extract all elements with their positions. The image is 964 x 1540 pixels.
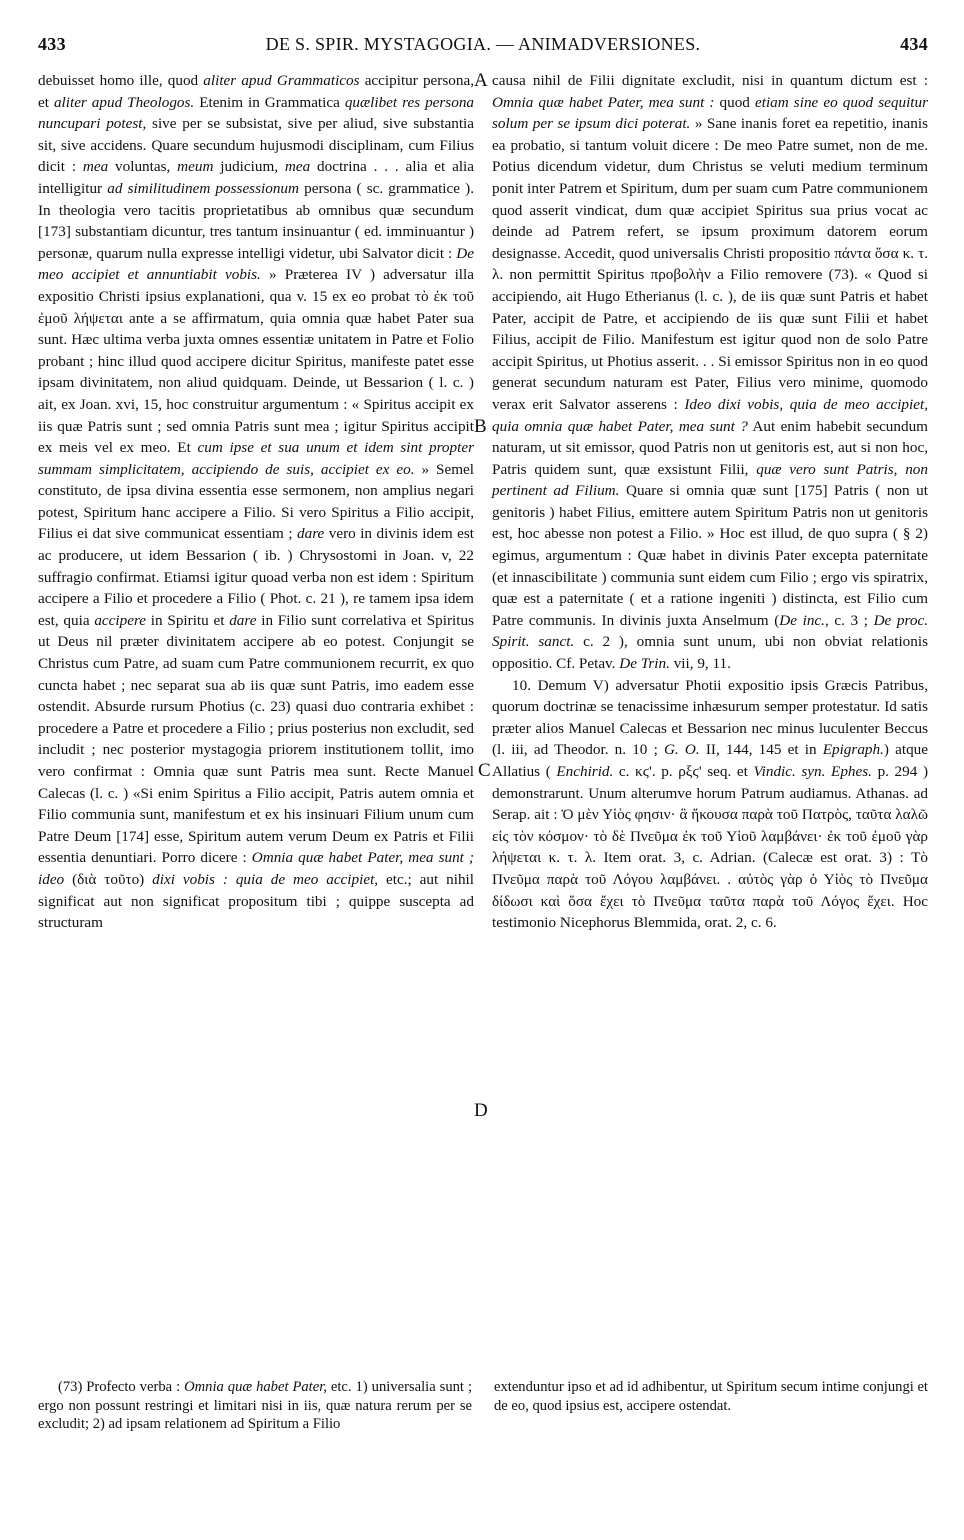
running-title: DE S. SPIR. MYSTAGOGIA. — ANIMADVERSIONES. [265, 34, 701, 54]
page-number-left: 433 [38, 34, 66, 54]
right-column [492, 70, 928, 934]
footnote-left: (73) Profecto verba : Omnia quæ habet Pater, etc. 1) universalia sunt ; ergo non possunt restringi et limitari nisi in iis, quæ natura rerum per se excludit; 2) ad ipsam relationem ad Spiritum a Filio [38, 1379, 472, 1433]
margin-marker-b: B [474, 416, 487, 437]
left-column-text: debuisset homo ille, quod aliter apud Grammaticos accipitur persona, et aliter apud Theologos. Etenim in Grammatica quælibet res persona nuncupari potest, sive per se subsistat, sive per aliud, sive substantia sit, sive accidens. Quare secundum hujusmodi disciplinam, cum Filius dicit : mea voluntas, meum judicium, mea doctrina . . . alia et alia intelligitur ad similitudinem possessionum persona ( sc. grammatice ). In theologia vero tacitis proprietatibus ab omnibus quæ secundum [173] substantiam dicuntur, tres tantum insinuantur ( ed. imminuantur ) personæ, quarum nulla expresse intelligi videtur, ubi Salvator dicit : De meo accipiet et annuntiabit vobis. » Præterea IV ) adversatur illa expositio Christi ipsius explanationi, qua v. 15 ex eo probat τὸ ἐκ τοῦ ἐμοῦ λήψεται ante a se affirmatum, quia omnia quæ habet Pater sua sunt. Hæc ultima verba juxta omnes essentiæ unitatem in Patre et Folio probant ; hinc illud quod accipere dicitur Spiritus, manifeste patet esse ipsam divinitatem, non aliud quidquam. Deinde, ut Bessarion ( l. c. ) ait, ex Joan. xvi, 15, hoc construitur argumentum : « Spiritus accipit ex iis quæ Patris sunt ; sed omnia Patris sunt mea ; igitur Spiritus accipit ex meis vel ex meo. Et cum ipse et sua unum et idem sint propter summam simplicitatem, accipiendo de suis, accipiet ex eo. » Semel constituto, de ipsa divina essentia esse sermonem, non amplius negari potest, Spiritum hanc accipere a Filio. Si vero Spiritus a Filio accipit, Filius ei dat sive communicat essentiam ; dare vero in divinis idem est ac producere, ut idem Bessarion ( ib. ) Chrysostomi in Joan. v, 22 suffragio confirmat. Etiamsi igitur quoad verba non est idem : Spiritum accipere a Filio et procedere a Filio ( Phot. c. 21 ), re tamem ipsa idem est, quia accipere in Spiritu et dare in Filio sunt correlativa et Spiritus ut Deus nil præter divinitatem accipere ab eo potest. Conjungit se Christus cum Patre, ad suam cum Patre communionem recurrit, ex quo cuncta habet ; nec separat sua ab iis quæ sunt Patris, imo eadem esse ostendit. Absurde rursum Photius (c. 23) quasi duo contraria exhibet : procedere a Patre et procedere a Filio ; prius posterius non excludit, sed includit ; nec posterior mystagogia priorem institutionem tollit, imo vero confirmat : Omnia quæ sunt Patris mea sunt. Recte Manuel Calecas (l. c. ) «Si enim Spiritus a Filio accipit, Patris autem omnia et Filio communia sunt, manifestum et ex his insinuari Filium unum cum Patre Deum [174] esse, Spiritum autem verum Deum ex Patris et Filii essentia denuntiari. Porro dicere : Omnia quæ habet Pater, mea sunt ; ideo (διὰ τοῦτο) dixi vobis : quia de meo accipiet, etc.; aut nihil significat aut non significat propositum tibi ; quippe suscepta ad structuram [38, 72, 475, 932]
footnote-right: extenduntur ipso et ad id adhibentur, ut Spiritum secum intime conjungi et de eo, quod ipsius est, accipere ostendat. [494, 1379, 928, 1414]
left-column [38, 70, 474, 934]
page-number-right: 434 [900, 34, 928, 54]
margin-marker-a: A [474, 70, 488, 91]
running-header [38, 34, 928, 60]
margin-marker-d: D [474, 1100, 488, 1121]
right-column-paragraph-2: 10. Demum V) adversatur Photii expositio ipsis Græcis Patribus, quorum doctrinæ se tenacissime inhæsurum semper protestatur. Id satis præter alios Manuel Calecas et Bessarion nec minus luculenter Beccus (l. iii, ad Theodor. n. 10 ; G. O. II, 144, 145 et in Epigraph.) atque Allatius ( Enchirid. c. κϛ'. p. ρξϛ' seq. et Vindic. syn. Ephes. p. 294 ) demonstrarunt. Unum alterumve horum Patrum audiamus. Athanas. ad Serap. ait : Ὁ μὲν Υἱὸς φησιν· ἃ ἤκουσα παρὰ τοῦ Πατρὸς, ταῦτα λαλῶ εἰς τὸν κόσμον· τὸ δὲ Πνεῦμα ἐκ τοῦ Υἱοῦ λαμβάνει· ἐκ τοῦ ἐμοῦ γὰρ λήψεται κ. τ. λ. Item orat. 3, c. Adrian. (Calecæ est orat. 3) : Τὸ Πνεῦμα παρὰ τοῦ Λόγου λαμβάνει. . αὐτὸς γὰρ ὁ Υἱὸς τὸ Πνεῦμα δίδωσι καὶ ὅσα ἔχει τὸ Πνεῦμα ταῦτα παρὰ τοῦ Λόγος ἔχει. Hoc testimonio Nicephorus Blemmida, orat. 2, c. 6. [492, 676, 929, 932]
margin-marker-c: C [478, 760, 491, 781]
right-column-paragraph-1: causa nihil de Filii dignitate excludit, nisi in quantum dictum est : Omnia quæ habet Pater, mea sunt : quod etiam sine eo quod sequitur solum per se ipsum dici poterat. » Sane inanis foret ea repetitio, inanis ea probatio, si tantum voluit dicere : De meo Patre sumet, non de me. Potius dicendum videtur, dum Christus se veluti medium terminum ponit inter Patrem et Spiritum, dum per suam cum Patre communionem quod asserit vindicat, dum quæ accipiet Spiritus sua prius vocat ac deinde ad Patrem refert, se ipsum proximum datorem eorum designasse. Accedit, quod universalis Christi propositio πάντα ὅσα κ. τ. λ. non permittit Spiritus προβολὴν a Filio removere (73). « Quod si accipiendo, ait Hugo Etherianus (l. c. ), de iis quæ sunt Patris et habet Pater, accipit de Patre, et accipiendo de iis quæ sunt Filii et habet Filius, accipit de Filio. Manifestum est igitur quod non de solo Patre accipit Spiritus, ut Photius asserit. . . Si emissor Spiritus non in eo quod generat secundum naturam est Pater, Filius vero minime, quomodo verax erit Salvator asserens : Ideo dixi vobis, quia de meo accipiet, quia omnia quæ habet Pater, mea sunt ? Aut enim habebit secundum naturam, ut sit emissor, quod Patris non ut genitoris est, aut si non hoc, Patris quidem sunt, quæ exsistunt Filii, quæ vero sunt Patris, non pertinent ad Filium. Quare si omnia quæ sunt [175] Patris ( non ut genitoris ) habet Filius, emittere autem Spiritum Patris non ut genitoris est, hoc abesse non potest a Filio. » Hoc est illud, de quo supra ( § 2) egimus, argumentum : Quæ habet in divinis Pater excepta paternitate (et innascibilitate ) communia sunt eidem cum Filio ; ergo vis spiratrix, quæ est a paternitate ( et a ratione ingeniti ) distincta, est Filio cum Patre communis. In divinis juxta Anselmum (De inc., c. 3 ; De proc. Spirit. sanct. c. 2 ), omnia sunt unum, ubi non obviat relationis oppositio. Cf. Petav. De Trin. vii, 9, 11. [492, 72, 929, 673]
